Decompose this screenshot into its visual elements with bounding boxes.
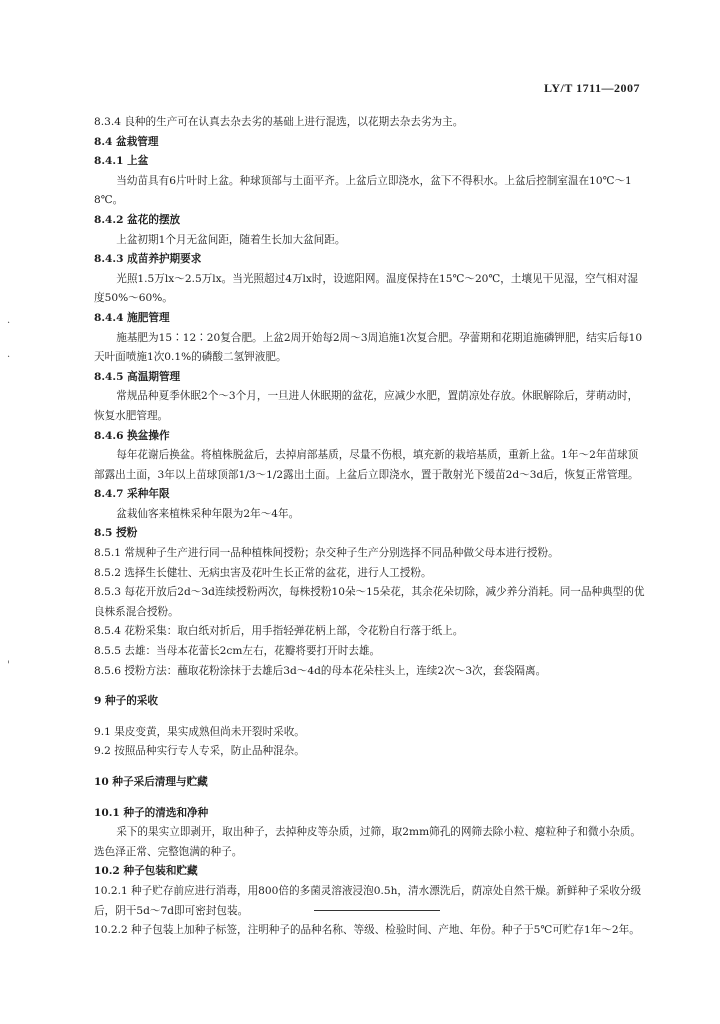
para-8-4-6: 每年花谢后换盆。将植株脱盆后，去掉肩部基质，尽量不伤根，填充新的栽培基质，重新上盆。1年～2年苗球顶部露出土面，3年以上苗球顶部1/3～1/2露出土面。上盆后立即浇水，置于散射光下缓苗2d～3d后，恢复正常管理。 [94,449,639,481]
para-8-4-2: 上盆初期1个月无盆间距，随着生长加大盆间距。 [116,233,346,246]
heading-8-4-6: 8.4.6 换盆操作 [94,429,170,442]
heading-10-2: 10.2 种子包装和贮藏 [94,865,198,878]
chapter-10-title: 10 种子采后清理与贮藏 [94,776,208,788]
heading-8-4-5: 8.4.5 高温期管理 [94,370,181,383]
heading-8-5: 8.5 授粉 [94,527,138,540]
para-8-4-3: 光照1.5万lx～2.5万lx。当光照超过4万lx时，设遮阳网。温度保持在15℃～20℃，土壤见干见湿，空气相对湿度50%～60%。 [94,272,638,305]
clause-8-3-4: 8.3.4 良种的生产可在认真去杂去劣的基础上进行混选，以花期去杂去劣为主。 [94,116,464,128]
heading-8-4-3: 8.4.3 成苗养护期要求 [94,253,202,266]
para-8-4-4: 施基肥为15∶12∶20复合肥。上盆2周开始每2周～3周追施1次复合肥。孕蕾期和花期追施磷钾肥，结实后每10天叶面喷施1次0.1%的磷酸二氢钾液肥。 [94,331,643,364]
clause-10-2-2: 10.2.2 种子包装上加种子标签，注明种子的品种名称、等级、检验时间、产地、年份。种子于5℃可贮存1年～2年。 [94,924,640,937]
scan-dot: · [7,318,11,329]
clause-8-5-4: 8.5.4 花粉采集：取白纸对折后，用手指轻弹花柄上部，令花粉自行落于纸上。 [94,625,464,638]
scan-dot: ' [7,660,10,671]
heading-10-1: 10.1 种子的清选和净种 [94,806,209,819]
clause-9-1: 9.1 果皮变黄，果实成熟但尚未开裂时采收。 [94,725,305,738]
heading-8-4-4: 8.4.4 施肥管理 [94,311,170,324]
clause-8-5-5: 8.5.5 去雄：当母本花蕾长2cm左右，花瓣将要打开时去雄。 [94,645,381,658]
para-8-4-7: 盆栽仙客来植株采种年限为2年～4年。 [116,507,300,520]
heading-8-4-2: 8.4.2 盆花的摆放 [94,213,181,226]
heading-8-4-1: 8.4.1 上盆 [94,155,149,168]
clause-8-5-2: 8.5.2 选择生长健壮、无病虫害及花叶生长正常的盆花，进行人工授粉。 [94,566,432,579]
clause-10-2-1: 10.2.1 种子贮存前应进行消毒，用800倍的多菌灵溶液浸泡0.5h，清水漂洗后，荫凉处自然干燥。新鲜种子采收分级后，阴干5d～7d即可密封包装。 [94,884,642,917]
chapter-9-title: 9 种子的采收 [94,695,159,708]
para-8-4-1: 当幼苗具有6片叶时上盆。种球顶部与土面平齐。上盆后立即浇水，盆下不得积水。上盆后控制室温在10℃～18℃。 [94,174,632,207]
clause-8-5-1: 8.5.1 常规种子生产进行同一品种植株间授粉；杂交种子生产分别选择不同品种做父母本进行授粉。 [94,547,559,560]
standard-code: LY/T 1711—2007 [543,81,640,95]
clause-9-2: 9.2 按照品种实行专人专采，防止品种混杂。 [94,745,305,758]
scan-dot: · [7,352,11,363]
clause-8-5-6: 8.5.6 授粉方法：蘸取花粉涂抹于去雄后3d～4d的母本花朵柱头上，连续2次～3次，套袋隔离。 [94,664,547,677]
para-10-1: 采下的果实立即剥开，取出种子，去掉种皮等杂质，过筛，取2mm筛孔的网筛去除小粒、瘪粒种子和微小杂质。选色泽正常、完整饱满的种子。 [94,826,641,858]
document-body [94,113,646,941]
heading-8-4: 8.4 盆栽管理 [94,135,159,148]
heading-8-4-7: 8.4.7 采种年限 [94,488,170,501]
para-8-4-5: 常规品种夏季休眠2个～3个月，一旦进人休眠期的盆花，应减少水肥，置荫凉处存放。休眠解除后，芽萌动时，恢复水肥管理。 [94,390,639,422]
clause-8-5-3: 8.5.3 每花开放后2d～3d连续授粉两次，每株授粉10朵～15朵花，其余花朵切除，减少养分消耗。同一品种典型的优良株系混合授粉。 [94,586,645,618]
end-rule [314,910,440,911]
